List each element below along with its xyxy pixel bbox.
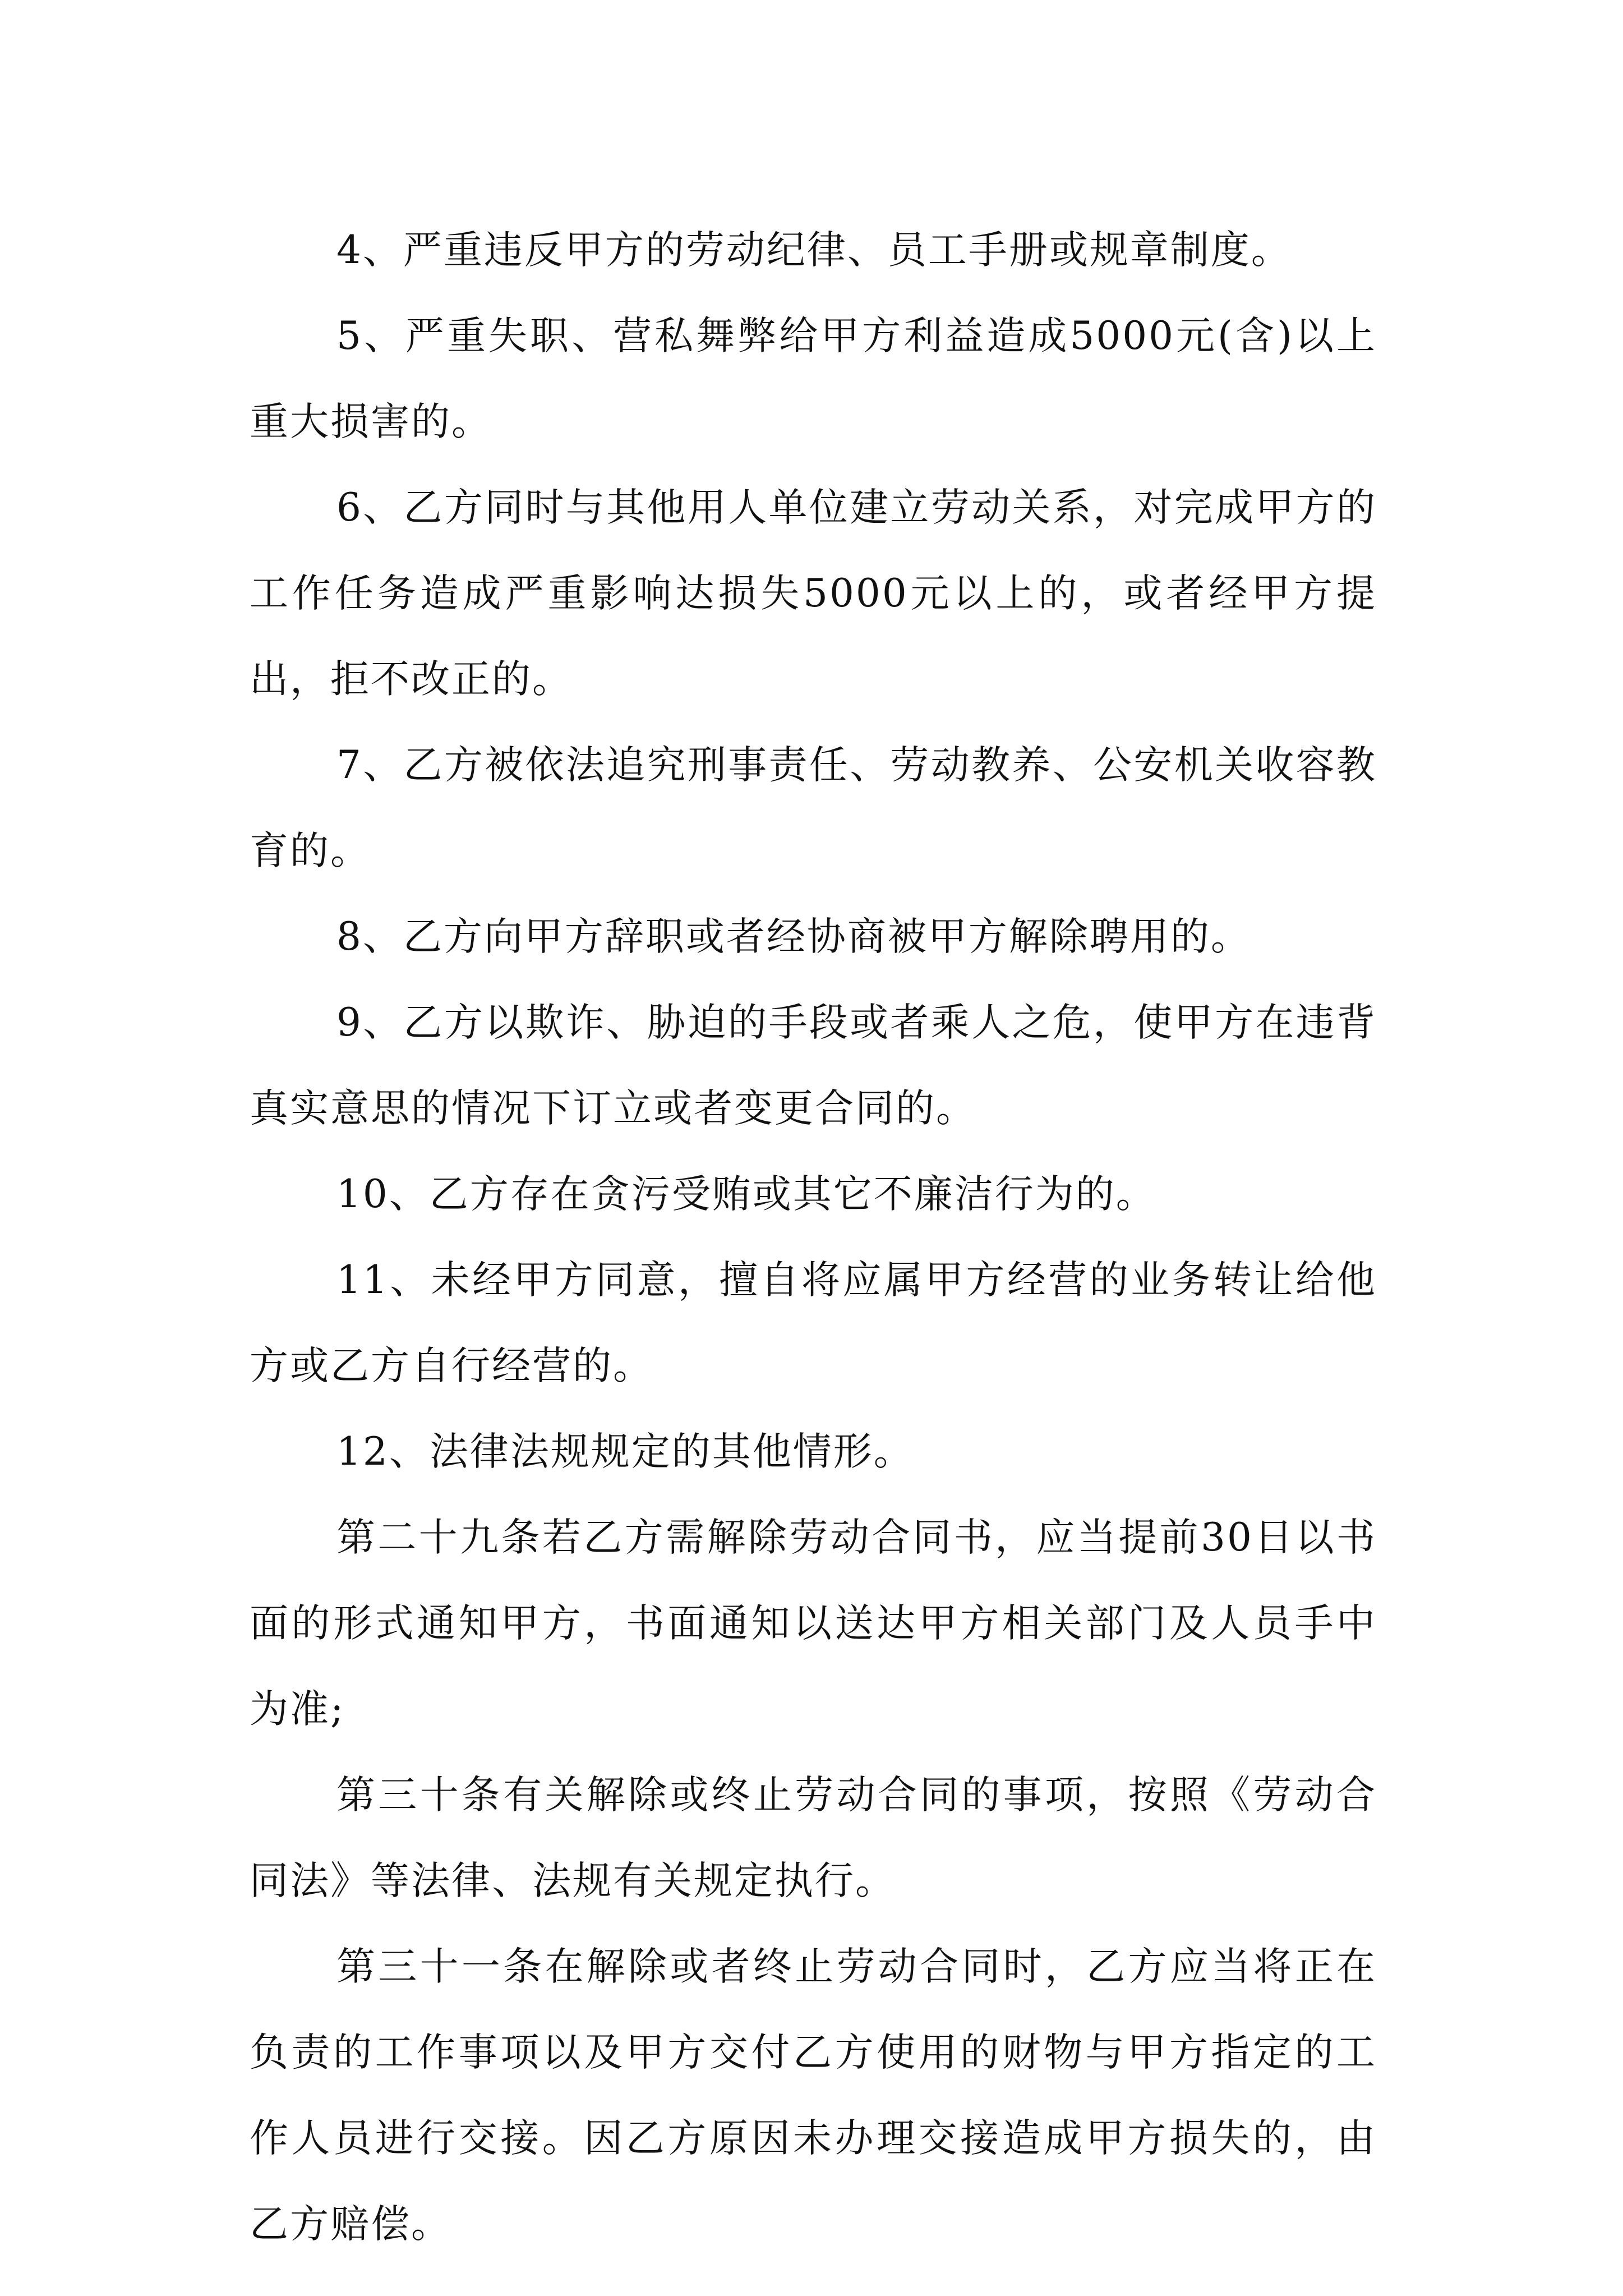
document-body — [250, 208, 1377, 2267]
clause-item-5: 5、严重失职、营私舞弊给甲方利益造成5000元(含)以上重大损害的。 — [250, 314, 1377, 444]
clause-item-9: 9、乙方以欺诈、胁迫的手段或者乘人之危，使甲方在违背真实意思的情况下订立或者变更合同的。 — [250, 1000, 1377, 1131]
clause-item-12: 12、法律法规规定的其他情形。 — [336, 1429, 914, 1474]
clause-item-11: 11、未经甲方同意，擅自将应属甲方经营的业务转让给他方或乙方自行经营的。 — [250, 1258, 1377, 1388]
clause-item-10: 10、乙方存在贪污受贿或其它不廉洁行为的。 — [336, 1172, 1156, 1217]
clause-item-7: 7、乙方被依法追究刑事责任、劳动教养、公安机关收容教育的。 — [250, 743, 1377, 873]
clause-item-6: 6、乙方同时与其他用人单位建立劳动关系，对完成甲方的工作任务造成严重影响达损失5000元以上的，或者经甲方提出，拒不改正的。 — [250, 485, 1377, 702]
clause-item-4: 4、严重违反甲方的劳动纪律、员工手册或规章制度。 — [336, 228, 1292, 273]
article-30: 第三十条有关解除或终止劳动合同的事项，按照《劳动合同法》等法律、法规有关规定执行。 — [250, 1773, 1377, 1903]
clause-item-8: 8、乙方向甲方辞职或者经协商被甲方解除聘用的。 — [336, 914, 1251, 959]
article-31: 第三十一条在解除或者终止劳动合同时，乙方应当将正在负责的工作事项以及甲方交付乙方使用的财物与甲方指定的工作人员进行交接。因乙方原因未办理交接造成甲方损失的，由乙方赔偿。 — [250, 1944, 1377, 2247]
article-29: 第二十九条若乙方需解除劳动合同书，应当提前30日以书面的形式通知甲方，书面通知以送达甲方相关部门及人员手中为准; — [250, 1515, 1377, 1732]
